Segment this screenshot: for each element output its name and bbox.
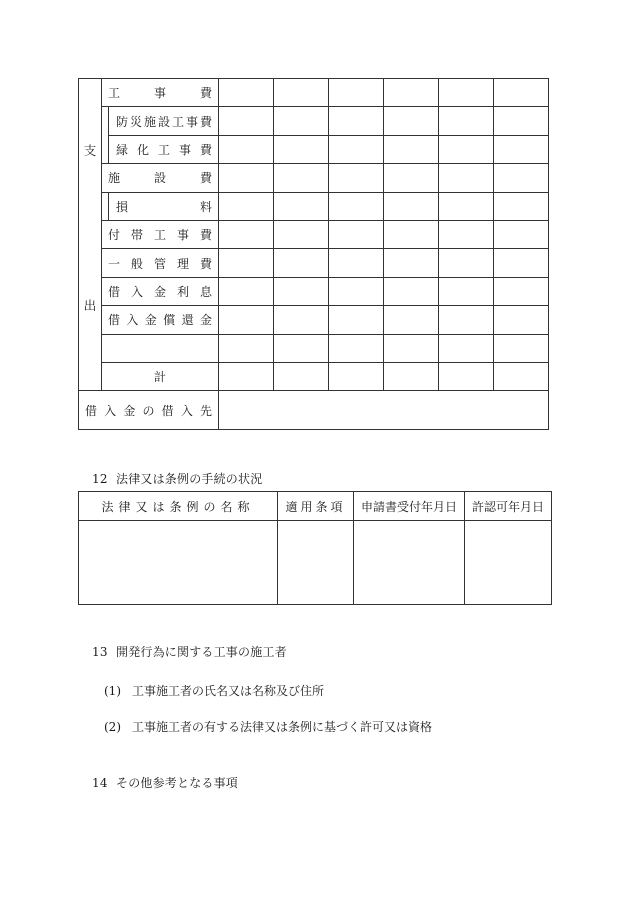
label-construction: 工 事 費: [102, 79, 219, 107]
cell[interactable]: [439, 306, 494, 334]
label-facility: 施 設 費: [102, 164, 219, 192]
section-13-item-2: [104, 718, 432, 735]
cell[interactable]: [439, 249, 494, 277]
label-admin: 一般管理費: [102, 249, 219, 277]
cell[interactable]: [219, 107, 274, 135]
cell[interactable]: [494, 277, 549, 305]
applied-date-cell[interactable]: [354, 521, 465, 605]
cell[interactable]: [494, 135, 549, 163]
item-text: 工事施工者の有する法律又は条例に基づく許可又は資格: [132, 720, 433, 734]
clause-cell[interactable]: [278, 521, 354, 605]
cell[interactable]: [274, 220, 329, 248]
cell[interactable]: [384, 306, 439, 334]
cell[interactable]: [274, 135, 329, 163]
cell[interactable]: [274, 164, 329, 192]
section-13-title: 開発行為に関する工事の施工者: [116, 645, 287, 659]
row-disaster: [79, 107, 549, 135]
cell[interactable]: [219, 192, 274, 220]
row-total: [79, 362, 549, 390]
cell[interactable]: [439, 277, 494, 305]
header-law-name: 法律又は条例の名称: [79, 492, 278, 521]
cell[interactable]: [439, 107, 494, 135]
cell[interactable]: [329, 249, 384, 277]
section-12-number: 12: [92, 472, 108, 486]
cell[interactable]: [219, 334, 274, 362]
section-12-heading: [92, 470, 262, 487]
cell[interactable]: [274, 362, 329, 390]
cell[interactable]: [274, 192, 329, 220]
cell[interactable]: [439, 135, 494, 163]
label-lender: 借入金の借入先: [79, 391, 219, 430]
cell[interactable]: [219, 220, 274, 248]
cell[interactable]: [274, 79, 329, 107]
cell[interactable]: [494, 164, 549, 192]
cell[interactable]: [329, 192, 384, 220]
section-12-title: 法律又は条例の手続の状況: [116, 472, 263, 486]
cell[interactable]: [494, 249, 549, 277]
section-14-number: 14: [92, 776, 108, 790]
cell[interactable]: [329, 334, 384, 362]
cell[interactable]: [494, 192, 549, 220]
cell[interactable]: [384, 192, 439, 220]
section-13-number: 13: [92, 645, 108, 659]
cell[interactable]: [274, 107, 329, 135]
cell[interactable]: [384, 79, 439, 107]
cell[interactable]: [329, 362, 384, 390]
cell[interactable]: [494, 306, 549, 334]
cell[interactable]: [384, 249, 439, 277]
row-construction: [79, 79, 549, 107]
label-repayment: 借入金償還金: [102, 306, 219, 334]
cell[interactable]: [439, 362, 494, 390]
header-clause: 適用条項: [278, 492, 354, 521]
cell[interactable]: [494, 107, 549, 135]
cell[interactable]: [439, 220, 494, 248]
cell[interactable]: [329, 79, 384, 107]
cell[interactable]: [219, 79, 274, 107]
laws-body-row: [79, 521, 552, 605]
header-permitted-date: 許認可年月日: [465, 492, 552, 521]
cell[interactable]: [439, 334, 494, 362]
label-greening: 緑化工事費: [109, 135, 219, 163]
label-incidental: 付帯工事費: [102, 220, 219, 248]
cell[interactable]: [384, 107, 439, 135]
lender-value-cell[interactable]: [219, 391, 549, 430]
row-greening: [79, 135, 549, 163]
row-compensation: [79, 192, 549, 220]
label-blank[interactable]: [102, 334, 219, 362]
cell[interactable]: [274, 334, 329, 362]
cell[interactable]: [439, 192, 494, 220]
cell[interactable]: [494, 220, 549, 248]
side-label-bottom: 出: [79, 220, 102, 390]
cell[interactable]: [219, 277, 274, 305]
label-total: 計: [102, 362, 219, 390]
cell[interactable]: [219, 249, 274, 277]
laws-table: [78, 491, 552, 605]
cell[interactable]: [494, 334, 549, 362]
label-compensation: 損 料: [109, 192, 219, 220]
row-interest: [79, 277, 549, 305]
cell[interactable]: [219, 306, 274, 334]
row-lender: [79, 391, 549, 430]
cell[interactable]: [219, 362, 274, 390]
item-number: (1): [104, 684, 121, 698]
cell[interactable]: [494, 362, 549, 390]
section-13-heading: [92, 643, 287, 660]
laws-header-row: [79, 492, 552, 521]
item-number: (2): [104, 720, 121, 734]
cell[interactable]: [329, 107, 384, 135]
row-incidental: [79, 220, 549, 248]
side-label-top: 支: [79, 79, 102, 221]
cell[interactable]: [219, 164, 274, 192]
cell[interactable]: [384, 164, 439, 192]
section-14-title: その他参考となる事項: [116, 776, 239, 790]
cell[interactable]: [329, 277, 384, 305]
indent: [102, 107, 109, 164]
cell[interactable]: [439, 79, 494, 107]
cell[interactable]: [219, 135, 274, 163]
cell[interactable]: [439, 164, 494, 192]
cell[interactable]: [274, 306, 329, 334]
cell[interactable]: [384, 277, 439, 305]
cell[interactable]: [384, 362, 439, 390]
row-blank: [79, 334, 549, 362]
cell[interactable]: [329, 306, 384, 334]
cell[interactable]: [329, 164, 384, 192]
cell[interactable]: [384, 135, 439, 163]
expenditure-table: [78, 78, 549, 430]
row-facility: [79, 164, 549, 192]
permitted-date-cell[interactable]: [465, 521, 552, 605]
section-14-heading: [92, 774, 238, 791]
cell[interactable]: [494, 79, 549, 107]
cell[interactable]: [384, 220, 439, 248]
section-13-item-1: [104, 682, 324, 699]
cell[interactable]: [384, 334, 439, 362]
label-disaster: 防災施設工事費: [109, 107, 219, 135]
item-text: 工事施工者の氏名又は名称及び住所: [132, 684, 325, 698]
cell[interactable]: [329, 135, 384, 163]
row-admin: [79, 249, 549, 277]
label-interest: 借入金利息: [102, 277, 219, 305]
row-repayment: [79, 306, 549, 334]
header-applied-date: 申請書受付年月日: [354, 492, 465, 521]
indent: [102, 192, 109, 220]
cell[interactable]: [274, 249, 329, 277]
cell[interactable]: [329, 220, 384, 248]
cell[interactable]: [274, 277, 329, 305]
law-name-cell[interactable]: [79, 521, 278, 605]
